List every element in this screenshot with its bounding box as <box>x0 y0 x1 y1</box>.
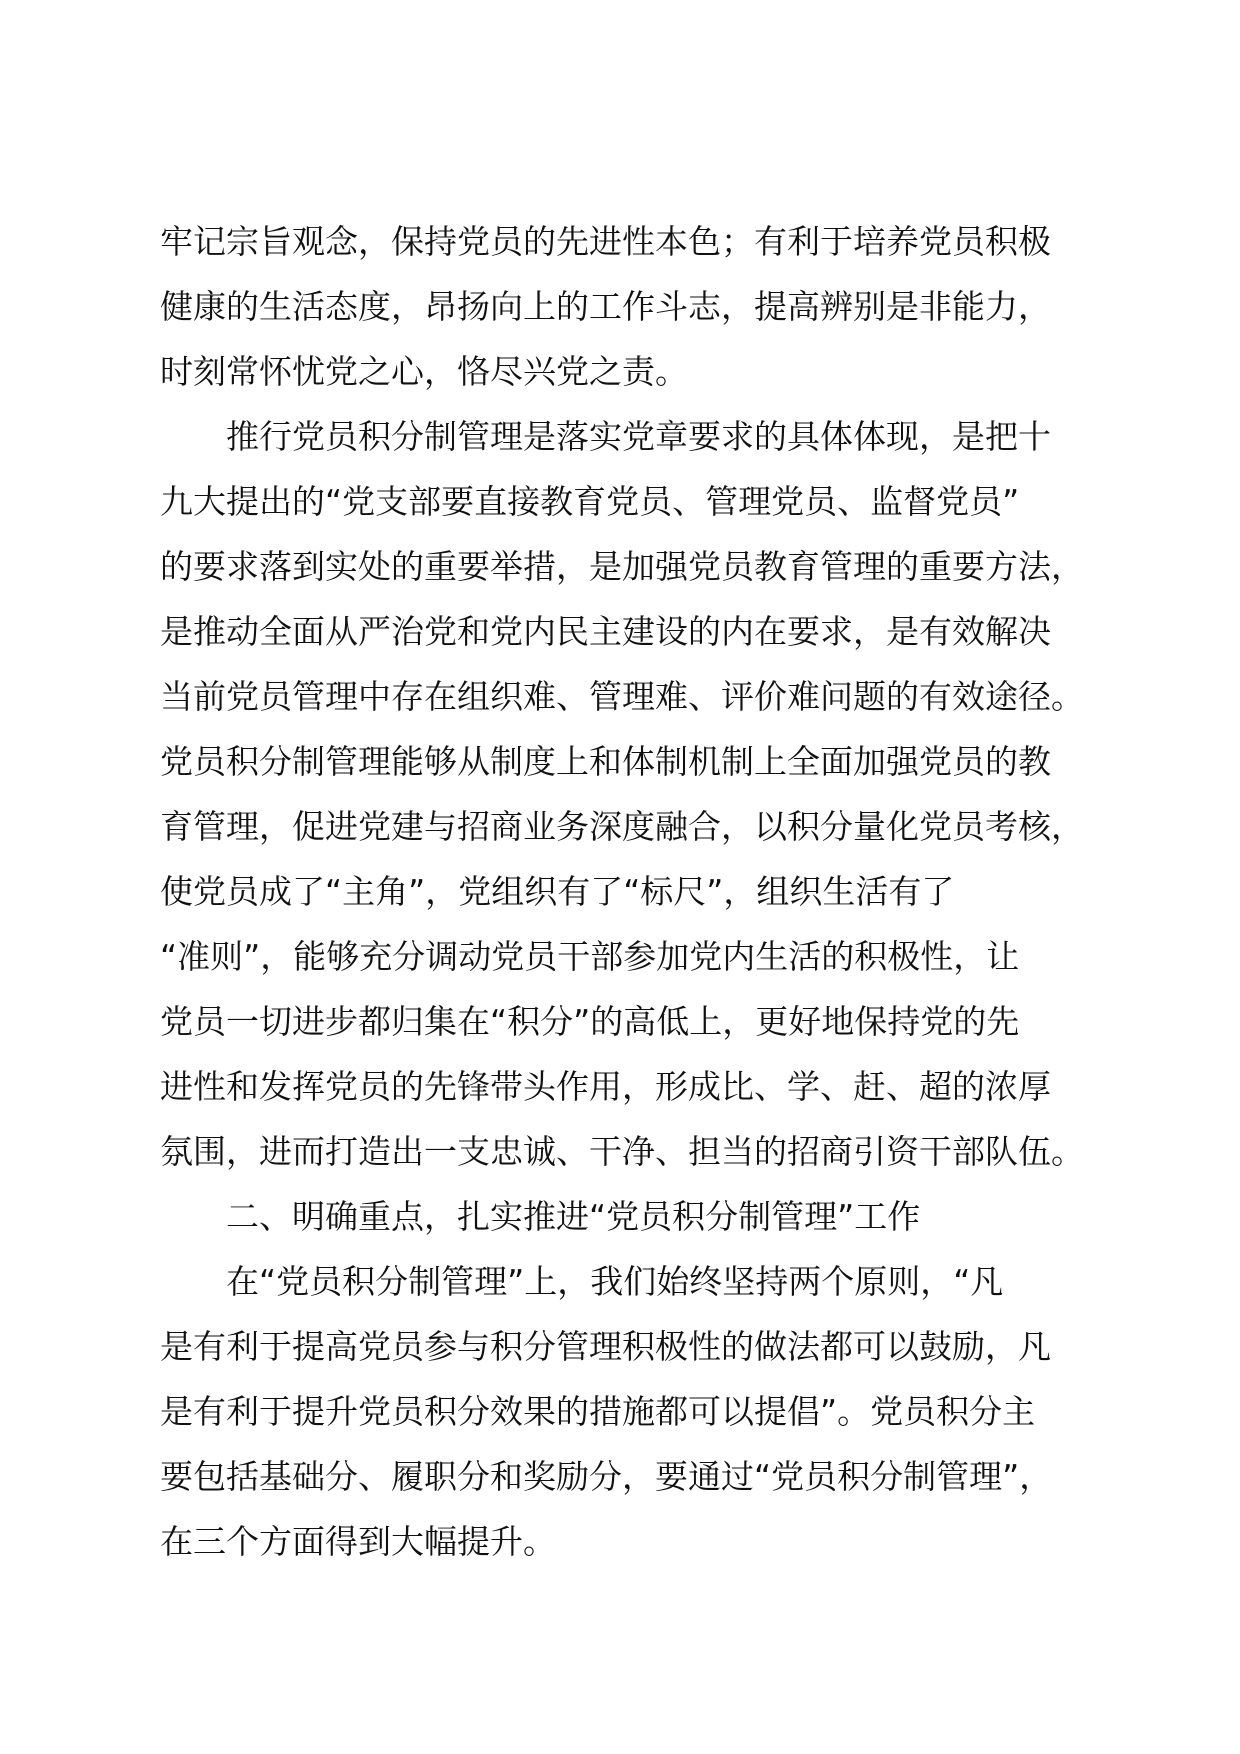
text-line: 要包括基础分、履职分和奖励分，要通过“党员积分制管理”， <box>160 1457 1053 1496</box>
text-line: 当前党员管理中存在组织难、管理难、评价难问题的有效途径。 <box>160 677 1084 716</box>
text-line: 的要求落到实处的重要举措，是加强党员教育管理的重要方法， <box>160 547 1084 586</box>
text-line: 是有利于提升党员积分效果的措施都可以提倡”。党员积分主 <box>160 1392 1036 1431</box>
document-body <box>160 209 1110 1574</box>
text-line: 党员积分制管理能够从制度上和体制机制上全面加强党员的教 <box>160 742 1051 781</box>
text-line: “准则”，能够充分调动党员干部参加党内生活的积极性，让 <box>160 937 1020 976</box>
text-line: 牢记宗旨观念，保持党员的先进性本色；有利于培养党员积极 <box>160 222 1051 261</box>
text-line: 是有利于提高党员参与积分管理积极性的做法都可以鼓励，凡 <box>160 1327 1051 1366</box>
text-line: 氛围，进而打造出一支忠诚、干净、担当的招商引资干部队伍。 <box>160 1132 1084 1171</box>
text-line: 时刻常怀忧党之心，恪尽兴党之责。 <box>160 352 688 391</box>
text-line: 育管理，促进党建与招商业务深度融合，以积分量化党员考核， <box>160 807 1084 846</box>
paragraph-first-line: 在“党员积分制管理”上，我们始终坚持两个原则，“凡 <box>226 1262 1004 1301</box>
text-line: 九大提出的“党支部要直接教育党员、管理党员、监督党员” <box>160 482 1020 521</box>
paragraph-first-line: 推行党员积分制管理是落实党章要求的具体体现，是把十 <box>226 417 1051 456</box>
text-line: 党员一切进步都归集在“积分”的高低上，更好地保持党的先 <box>160 1002 1020 1041</box>
text-line: 进性和发挥党员的先锋带头作用，形成比、学、赶、超的浓厚 <box>160 1067 1051 1106</box>
text-line: 在三个方面得到大幅提升。 <box>160 1522 556 1561</box>
text-line: 健康的生活态度，昂扬向上的工作斗志，提高辨别是非能力， <box>160 287 1051 326</box>
text-line: 使党员成了“主角”，党组织有了“标尺”，组织生活有了 <box>160 872 955 911</box>
text-line: 是推动全面从严治党和党内民主建设的内在要求，是有效解决 <box>160 612 1051 651</box>
section-heading: 二、明确重点，扎实推进“党员积分制管理”工作 <box>226 1197 921 1236</box>
